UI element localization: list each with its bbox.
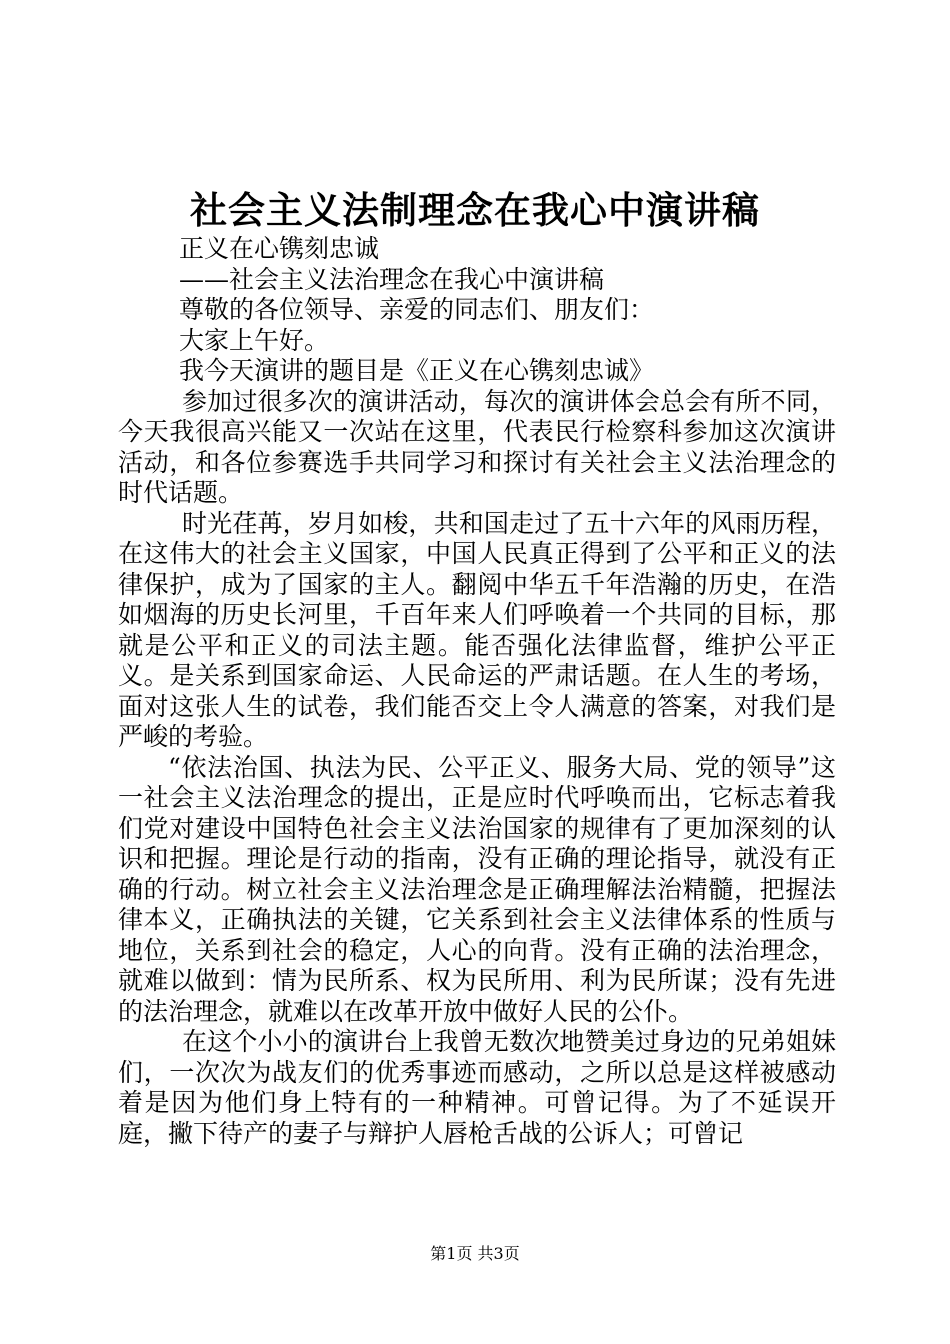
body-paragraph: 时光荏苒，岁月如梭，共和国走过了五十六年的风雨历程，在这伟大的社会主义国家，中国人民真正得到了公平和正义的法律保护，成为了国家的主人。翻阅中华五千年浩瀚的历史，在浩如烟海的历史长河里，千百年来人们呼唤着一个共同的目标，那就是公平和正义的司法主题。能否强化法律监督，维护公平正义。是关系到国家命运、人民命运的严肃话题。在人生的考场，面对这张人生的试卷，我们能否交上令人满意的答案，对我们是严峻的考验。 — [118, 508, 836, 751]
topic-line: 我今天演讲的题目是《正义在心镌刻忠诚》 — [179, 356, 655, 385]
salutation-line: 尊敬的各位领导、亲爱的同志们、朋友们： — [179, 295, 655, 324]
document-body — [118, 234, 836, 1149]
body-paragraph: 在这个小小的演讲台上我曾无数次地赞美过身边的兄弟姐妹们，一次次为战友们的优秀事迹而感动，之所以总是这样被感动着是因为他们身上特有的一种精神。可曾记得。为了不延误开庭，撇下待产的妻子与辩护人唇枪舌战的公诉人；可曾记 — [118, 1027, 836, 1148]
document-title: 社会主义法制理念在我心中演讲稿 — [190, 188, 760, 232]
body-paragraph: “依法治国、执法为民、公平正义、服务大局、党的领导”这一社会主义法治理念的提出，正是应时代呼唤而出，它标志着我们党对建设中国特色社会主义法治国家的规律有了更加深刻的认识和把握。理论是行动的指南，没有正确的理论指导，就没有正确的行动。树立社会主义法治理念是正确理解法治精髓，把握法律本义，正确执法的关键，它关系到社会主义法律体系的性质与地位，关系到社会的稳定，人心的向背。没有正确的法治理念，就难以做到：情为民所系、权为民所用、利为民所谋；没有先进的法治理念，就难以在改革开放中做好人民的公仆。 — [118, 752, 836, 1026]
page-footer: 第1页 共3页 — [430, 1244, 520, 1263]
subtitle-line: 正义在心镌刻忠诚 — [179, 234, 380, 263]
body-paragraph: 参加过很多次的演讲活动，每次的演讲体会总会有所不同，今天我很高兴能又一次站在这里，代表民行检察科参加这次演讲活动，和各位参赛选手共同学习和探讨有关社会主义法治理念的时代话题。 — [118, 386, 836, 507]
greeting-line: 大家上午好。 — [179, 325, 330, 355]
subtitle-line: ——社会主义法治理念在我心中演讲稿 — [179, 264, 605, 294]
